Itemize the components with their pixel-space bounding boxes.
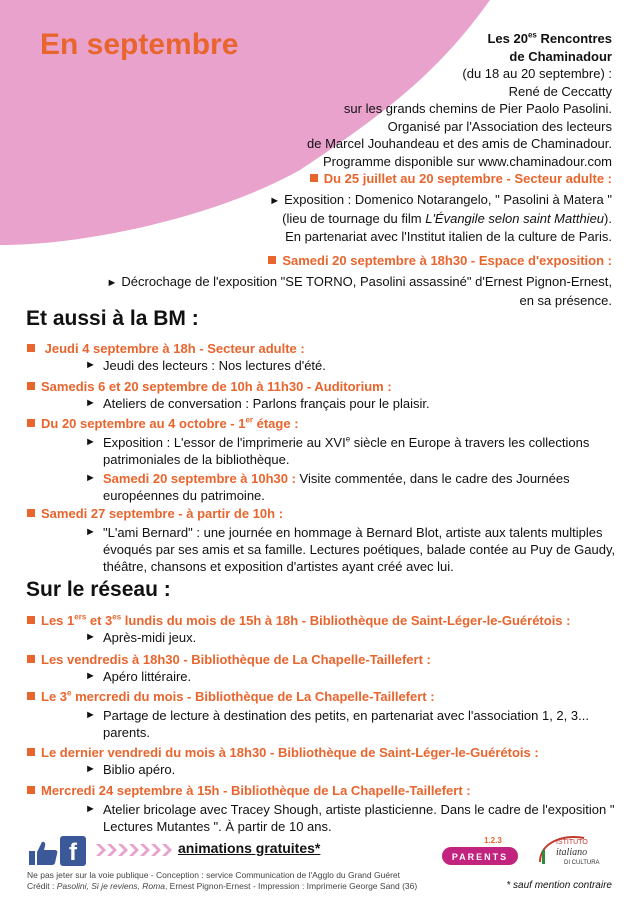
rencontres-line: René de Ceccatty	[508, 83, 612, 99]
animations-gratuites-label: animations gratuites*	[178, 840, 321, 856]
arrow-right-icon: ►	[85, 670, 96, 682]
arrow-right-icon: ►	[85, 397, 96, 409]
arrow-right-icon: ►	[85, 803, 96, 815]
svg-text:ISTITUTO: ISTITUTO	[556, 839, 588, 846]
event-se-torno: Samedi 20 septembre à 18h30 - Espace d'exposition : ► Décrochage de l'exposition "SE TORNO, Pasolini assassiné" d'Ernest Pignon-Ernest, en sa présence.	[106, 253, 612, 308]
svg-text:DI CULTURA: DI CULTURA	[564, 860, 600, 866]
arrow-right-icon: ►	[85, 472, 96, 484]
arrow-right-icon: ►	[85, 359, 96, 371]
svg-text:PARENTS: PARENTS	[451, 852, 509, 862]
arrow-right-icon: ►	[106, 276, 118, 289]
rencontres-line: Programme disponible sur www.chaminadour.com	[322, 153, 612, 169]
bullet-square-icon	[27, 748, 35, 756]
arrow-right-icon: ►	[85, 763, 96, 775]
list-item: Samedi 27 septembre - à partir de 10h : ► "L'ami Bernard" : une journée en hommage à Bernard Blot, artiste aux talents multiples évoqués par ses amis et sa famille. Lectures poétiques, balade contée au Puy de Gaudy, théâtre, chansons et exposition d'artistes ayant créé avec lui.	[27, 505, 617, 575]
bullet-square-icon	[27, 382, 35, 390]
list-item: Les 1ers et $3^{es}$ lundis du mois de 15h à 18h - Bibliothèque de Saint-Léger-le-Guérétois : ► Après-midi jeux.	[27, 612, 617, 646]
rencontres-line: (du 18 au 20 septembre) :	[462, 66, 612, 81]
event-pasolini-matera: Du 25 juillet au 20 septembre - Secteur adulte : ► Exposition : Domenico Notarangelo, " Pasolini à Matera " (lieu de tournage du film L'Évangile selon saint Matthieu). En partenariat avec l'Institut italien de la culture de Paris.	[269, 171, 612, 244]
arrow-right-icon: ►	[85, 631, 96, 643]
list-item: Le dernier vendredi du mois à 18h30 - Bibliothèque de Saint-Léger-le-Guérétois : ► Biblio apéro.	[27, 744, 617, 778]
bullet-square-icon	[27, 655, 35, 663]
credits: Ne pas jeter sur la voie publique - Conception : service Communication de l'Agglo du Grand Guéret Crédit : Pasolini, Si je reviens, Roma, Ernest Pignon-Ernest - Impression : Imprimerie George Sand (36)	[27, 870, 418, 891]
chevron-arrows-icon	[96, 844, 172, 856]
bullet-square-icon	[27, 344, 35, 352]
list-item: Jeudi 4 septembre à 18h - Secteur adulte : ► Jeudi des lecteurs : Nos lectures d'été.	[27, 340, 617, 374]
parents-logo	[440, 834, 520, 870]
bullet-square-icon	[27, 786, 35, 794]
arrow-right-icon: ►	[269, 194, 281, 207]
arrow-right-icon: ►	[85, 436, 96, 448]
bullet-square-icon	[310, 174, 318, 182]
svg-text:1.2.3: 1.2.3	[484, 836, 502, 845]
arrow-right-icon: ►	[85, 526, 96, 538]
svg-text:italiano: italiano	[556, 847, 588, 858]
section-heading-reseau: Sur le réseau :	[26, 578, 171, 601]
footnote: * sauf mention contraire	[506, 880, 612, 891]
list-item: Mercredi 24 septembre à 15h - Bibliothèque de La Chapelle-Taillefert : ► Atelier bricolage avec Tracey Shough, artiste plasticienne. Dans le cadre de l'exposition " Lectures Mutantes ". À partir de 10 ans.	[27, 782, 617, 835]
bullet-square-icon	[268, 256, 276, 264]
thumbs-up-icon[interactable]	[28, 840, 58, 866]
rencontres-block	[192, 30, 612, 170]
bullet-square-icon	[27, 616, 35, 624]
list-item: Les vendredis à 18h30 - Bibliothèque de La Chapelle-Taillefert : ► Apéro littéraire.	[27, 651, 617, 685]
section-heading-bm: Et aussi à la BM :	[26, 307, 199, 330]
rencontres-title: Les $20^{es}$ Rencontres	[487, 30, 612, 46]
page-title: En septembre	[40, 28, 239, 61]
rencontres-line: Organisé par l'Association des lecteurs	[387, 118, 612, 134]
arrow-right-icon: ►	[85, 709, 96, 721]
istituto-italiano-logo	[534, 832, 614, 870]
bullet-square-icon	[27, 419, 35, 427]
bullet-square-icon	[27, 692, 35, 700]
rencontres-line: sur les grands chemins de Pier Paolo Pasolini.	[343, 101, 612, 116]
list-item: Du 20 septembre au 4 octobre - 1er étage : ► Exposition : L'essor de l'imprimerie au XVIe siècle en Europe à travers les collections patrimoniales de la bibliothèque. ► Samedi 20 septembre à 10h30 : Visite commentée, dans le cadre des Journées européennes du patrimoine.	[27, 415, 617, 504]
list-item: Samedis 6 et 20 septembre de 10h à 11h30 - Auditorium : ► Ateliers de conversation : Parlons français pour le plaisir.	[27, 378, 617, 412]
facebook-icon[interactable]: f	[60, 836, 86, 866]
bullet-square-icon	[27, 509, 35, 517]
rencontres-line: de Marcel Jouhandeau et des amis de Chaminadour.	[307, 136, 612, 151]
list-item: Le 3e mercredi du mois - Bibliothèque de La Chapelle-Taillefert : ► Partage de lecture à destination des petits, en partenariat avec l'association 1, 2, 3... parents.	[27, 688, 617, 741]
rencontres-subtitle: de Chaminadour	[509, 48, 612, 64]
